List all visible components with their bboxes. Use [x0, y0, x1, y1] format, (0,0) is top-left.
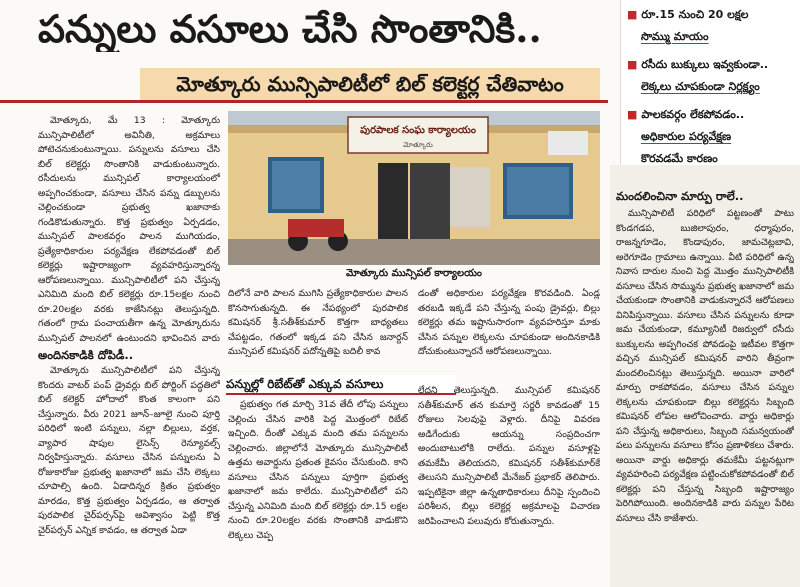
article-column-2 — [228, 287, 408, 367]
side-column — [610, 165, 800, 587]
article-column-3b — [418, 384, 600, 582]
article-paragraph: మోత్కూరు, మే 13 : మోత్కూరు మున్సిపాలిటీలో అవినీతి, అక్రమాలు పోటెచనుకుంటున్నాయి. పన్నులను వసూలు చేసి బిల్ కలెక్టర్లు సొంతానికి వాడుకుంటున్నారు. రసీదులను మున్సిపల్ కార్యాలయంలో అప్పగించకుండా, వసూలు చేసిన పన్ను డబ్బులను చెల్లించకుండా ప్రభుత్వ ఖజానాకు గండికొడుతున్నారు. కొత్త ప్రభుత్వం ఏర్పడడం, మున్సిపల్ పాలకవర్గం పాలన ముగియడం, ప్రత్యేకాధికారుల పర్యవేక్షణ లేకపోవడంతో బిల్ కలెక్టర్లు ఇష్టారాజ్యంగా వ్యవహరిస్తున్నారన్న ఆరోపణలున్నాయి. మున్సిపాలిటీలో పని చేస్తున్న ఎనిమిది మంది బిల్ కలెక్టర్లు రూ.15లక్షల నుంచి రూ.20లక్షల వరకు కాజేసినట్లు తెలుస్తున్నది. గతంలో గ్రామ పంచాయతీగా ఉన్న మోత్కూరును మున్సిపల్ పాలనలో ఉంటుందని భావించిన వారు — [38, 115, 220, 344]
subheadline: మోత్కూరు మున్సిపాలిటీలో బిల్ కలెక్టర్ల చేతివాటం — [140, 68, 600, 100]
headline: పన్నులు వసూలు చేసి సొంతానికి.. — [38, 6, 542, 51]
article-column-2b — [228, 398, 408, 582]
highlights-box — [620, 0, 800, 165]
bullet-icon: ■ — [627, 58, 638, 71]
divider — [0, 100, 608, 103]
side-heading: మందలించినా మార్పు రాలే.. — [616, 189, 744, 203]
article-paragraph: దిలోనే వారి పాలన ముగిసి ప్రత్యేకాధికారుల పాలన కొనసాగుతున్నది. ఈ నేపథ్యంలో పురపాలిక కమిషనర్ శ్రీ.సతీశ్‌కుమార్ కొత్తగా బాధ్యతలు చేపట్టడం, గతంలో ఇక్కడ పని చేసిన జనార్దన్ మున్సిపల్ కమిషనర్ పదోన్నతిపై బదిలీ కావ — [228, 288, 408, 357]
article-column-1 — [38, 114, 220, 344]
highlight-item: ■ పాలకవర్గం లేకపోవడం.. అధికారుల పర్యవేక్షణ కొరవడమే కారణం — [627, 108, 745, 165]
article-column-1b — [38, 364, 220, 582]
article-paragraph: ప్రభుత్వం గత మార్చి 31వ తేదీ లోపు పన్నులు చెల్లించు చేసిన వారికి పెద్ద మొత్తంలో రిబేట్ ఇచ్చింది. దీంతో ఎక్కువ మంది తమ పన్నులను చెల్లించారు. జిల్లాలోనే మోత్కూరు మున్సిపాలిటీ ఉత్తమ అవార్డును ప్రతంత కైవసం చేసుకుంది. కాని వసూలు చేసిన పన్నులు పూర్తిగా ప్రభుత్వ ఖజానాలో జమ కాలేదు. మున్సిపాలిటీలో పని చేస్తున్న ఎనిమిది మంది బిల్ కలెక్టర్లు రూ.15 లక్షల నుంచి రూ.20లక్షల వరకు సొంతానికి వాడుకొని లెక్కలు చెప్ప — [228, 399, 408, 541]
article-paragraph: డంతో అధికారుల పర్యవేక్షణ కొరవడింది. ఏండ్ల తరబడి ఇక్కడే పని చేస్తున్న పంపు డ్రైవర్లు, బిల్లు కలెక్టర్లు తమ ఇష్టానుసారంగా వ్యవహరిస్తూ మాకు చేసిన పన్నుల లెక్కలను చూపకుండా అందినకాడికి దోచుకుంటున్నారనే ఆరోపణలున్నాయి. — [418, 288, 600, 357]
bullet-icon: ■ — [627, 8, 638, 21]
article-column-3 — [418, 287, 600, 367]
section-heading: అందినకాడికి దోపిడీ.. — [38, 348, 134, 362]
office-photo — [228, 111, 600, 265]
article-paragraph: లేదని తెలుస్తున్నది. మున్సిపల్ కమిషనర్ సతీశ్‌కుమార్ తన కుమార్తె సర్జరీ కావడంతో 15 రోజులు సెలవుపై వెళ్లారు. దీనిపై వివరణ అడిగేందుకు ఆయన్ను సంప్రదించగా అందుబాటులోకి రాలేదు. పన్నుల వసూళ్లపై తమకేమీ తెలియదని, కమిషనర్ సతీశ్‌కుమార్‌కే తెలుసని మున్సిపాలిటీ మేనేజర్ ప్రభాకర్ తెలిపారు. ఇప్పటికైనా జిల్లా ఉన్నతాధికారులు దీనిపై స్పందించి పరిశీలన, బిల్లు కలెక్టర్ల అక్రమాలపై విచారణ జరిపించాలని పలువురు కోరుతున్నారు. — [418, 385, 600, 527]
photo-sign-subtext: మోత్కూరు — [403, 141, 433, 149]
article-paragraph: మున్సిపాలిటీ పరిధిలో పట్టణంతో పాటు కొండగడప, బుజిలాపురం, ధర్మాపురం, రాజన్నగూడెం, కొండాపురం, జామచెట్లబావి, అరెగూడెం గ్రామాలు ఉన్నాయి. వీటి పరిధిలో ఉన్న నివాస దారుల నుంచి పెద్ద మొత్తం మున్సిపాలిటీకి వసూలు చేసిన సొమ్మును ప్రభుత్వ ఖజానాలో జమ చేయకుండా సొంతానికి వాడుకున్నారనే ఆరోపణలు వినిపిస్తున్నాయి. వసూలు చేసిన పన్నులను కూడా జమ చేయకుండా, కమ్యూనిటీ రిజర్వులో రసీదు బుక్కులను అప్పగించక పోవడంపై ఇటీవల కొత్తగా వచ్చిన మున్సిపల్ కమిషనర్ వారిని తీవ్రంగా మందలించినట్లు తెలుస్తున్నది. అయినా వారిలో మార్పు రాకపోవడం, వసూలు చేసిన పన్నుల లెక్కలను చూపకుండా బిల్లు కలెక్టర్లను సిబ్బంది కమిషనర్ లోపల ఆలోచించారు. వార్డు అధికార్లు పని చేస్తున్న అధికారులు, సిబ్బంది సమన్వయంతో పలు పన్నులను వసూలు కోసం ప్రణాళికలు చేశారు. అయినా వార్డు అధికార్లు తమకేమీ పట్టనట్లుగా వ్యవహరించి పర్యవేక్షణ పట్టించుకోకపోవడంతో బిల్ కలెక్టర్లు పని చేస్తున్న సిబ్బంది ఇష్టారాజ్యం పెరిగిపోయింది. అందినకాడికి వారు పన్నుల పేరిట వసూలు చేసి కాజేశారు. — [616, 208, 794, 524]
photo-sign-text: పురపాలక సంఘ కార్యాలయం — [360, 125, 476, 136]
box-heading: పన్నుల్లో రిబేట్‌తో ఎక్కువ వసూలు — [226, 375, 456, 395]
side-body — [616, 207, 794, 567]
bullet-icon: ■ — [627, 108, 638, 121]
highlight-item: ■ రూ.15 నుంచి 20 లక్షల సొమ్ము మాయం — [627, 8, 749, 43]
photo-illustration — [228, 111, 600, 265]
highlight-item: ■ రసీదు బుక్కులు ఇవ్వకుండా.. లెక్కలు చూపకుండా నిర్లక్ష్యం — [627, 58, 769, 93]
article-paragraph: మోత్కూరు మున్సిపాలిటీలో పని చేస్తున్న కొందరు వాటర్ పంప్ డ్రైవర్లు బిల్ పోర్టింగ్ పద్ధతిలో బిల్ కలెక్టర్ హోదాలో కొంత కాలంగా పని చేస్తున్నారు. వీరు 2021 జూన్–జూలై నుంచి పూర్తి పరిధిలో ఇంటి పన్నులు, నల్లా బిల్లులు, వర్తక, వ్యాపార షాపుల లైసెన్స్ రెన్యూవల్స్ నిర్వహిస్తున్నారు. వసూలు చేసిన పన్నులను ఏ రోజుకారోజు ప్రభుత్వ ఖజానాలో జమ చేసి లెక్కలు చూపాల్సి ఉంది. ఏడాదిన్నర క్రితం ప్రభుత్వం మారడం, కొత్త ప్రభుత్వం ఏర్పడడం, ఆ తర్వాత పురపాలిక చైర్‌పర్సన్‌పై అవిశ్వాసం పెట్టి కొత్త చైర్‌పర్సన్ ఎన్నిక కావడం, ఆ తర్వాత ఏడా — [38, 365, 220, 536]
photo-caption: మోత్కూరు మున్సిపల్ కార్యాలయం — [345, 268, 483, 279]
